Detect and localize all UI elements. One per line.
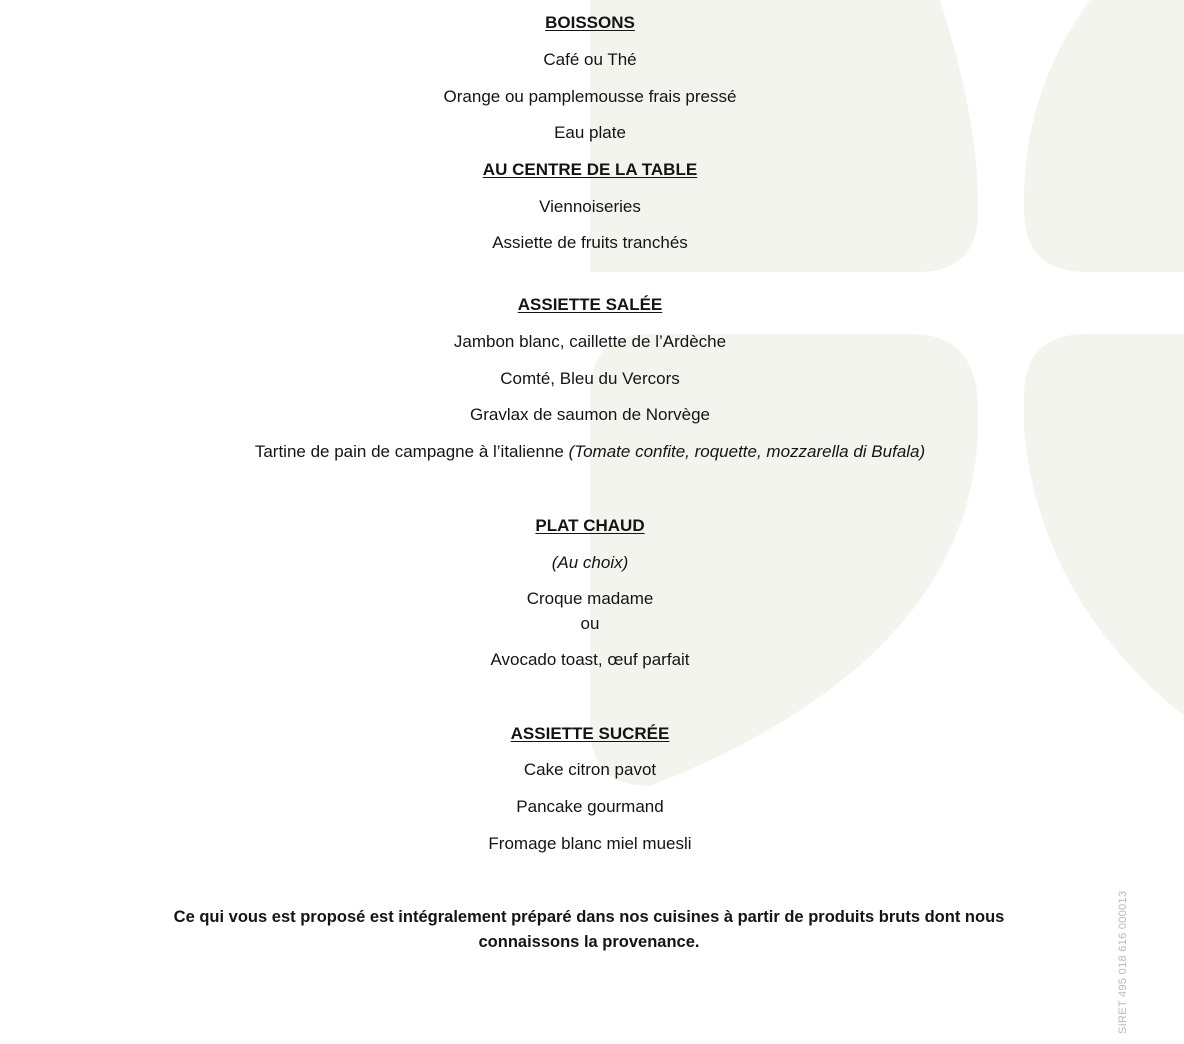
menu-item: Café ou Thé bbox=[543, 50, 637, 69]
section-heading-sucree: ASSIETTE SUCRÉE bbox=[510, 724, 670, 743]
menu-item: Pancake gourmand bbox=[516, 797, 664, 816]
menu-item: Viennoiseries bbox=[539, 197, 641, 216]
footer-line-1: Ce qui vous est proposé est intégralement préparé dans nos cuisines à partir de produits bruts dont nous bbox=[173, 908, 1005, 926]
footer-note bbox=[140, 905, 1038, 955]
tartine-note: (Tomate confite, roquette, mozzarella di Bufala) bbox=[568, 442, 926, 461]
menu-item: Jambon blanc, caillette de l’Ardèche bbox=[453, 332, 727, 351]
section-heading-centre: AU CENTRE DE LA TABLE bbox=[482, 160, 698, 179]
tartine-label: Tartine de pain de campagne à l’italienne bbox=[254, 442, 564, 461]
footer-line-2: connaissons la provenance. bbox=[478, 933, 700, 951]
menu-item: Comté, Bleu du Vercors bbox=[500, 369, 680, 388]
section-heading-chaud: PLAT CHAUD bbox=[535, 516, 645, 535]
menu-item: Croque madame bbox=[526, 589, 654, 608]
menu-item: Eau plate bbox=[554, 123, 626, 142]
siret-number: SIRET 495 018 616 000013 bbox=[1117, 890, 1129, 1034]
menu-item: Gravlax de saumon de Norvège bbox=[469, 405, 711, 424]
chaud-note: (Au choix) bbox=[551, 553, 629, 572]
menu-item: Assiette de fruits tranchés bbox=[492, 233, 688, 252]
menu-item-tartine bbox=[0, 441, 1180, 463]
menu-item: Fromage blanc miel muesli bbox=[488, 834, 692, 853]
menu-item-or: ou bbox=[580, 614, 600, 633]
menu-item: Orange ou pamplemousse frais pressé bbox=[443, 87, 737, 106]
menu-item: Cake citron pavot bbox=[523, 760, 657, 779]
section-heading-boissons: BOISSONS bbox=[545, 13, 635, 32]
section-heading-salee: ASSIETTE SALÉE bbox=[517, 295, 663, 314]
menu-item: Avocado toast, œuf parfait bbox=[490, 650, 690, 669]
